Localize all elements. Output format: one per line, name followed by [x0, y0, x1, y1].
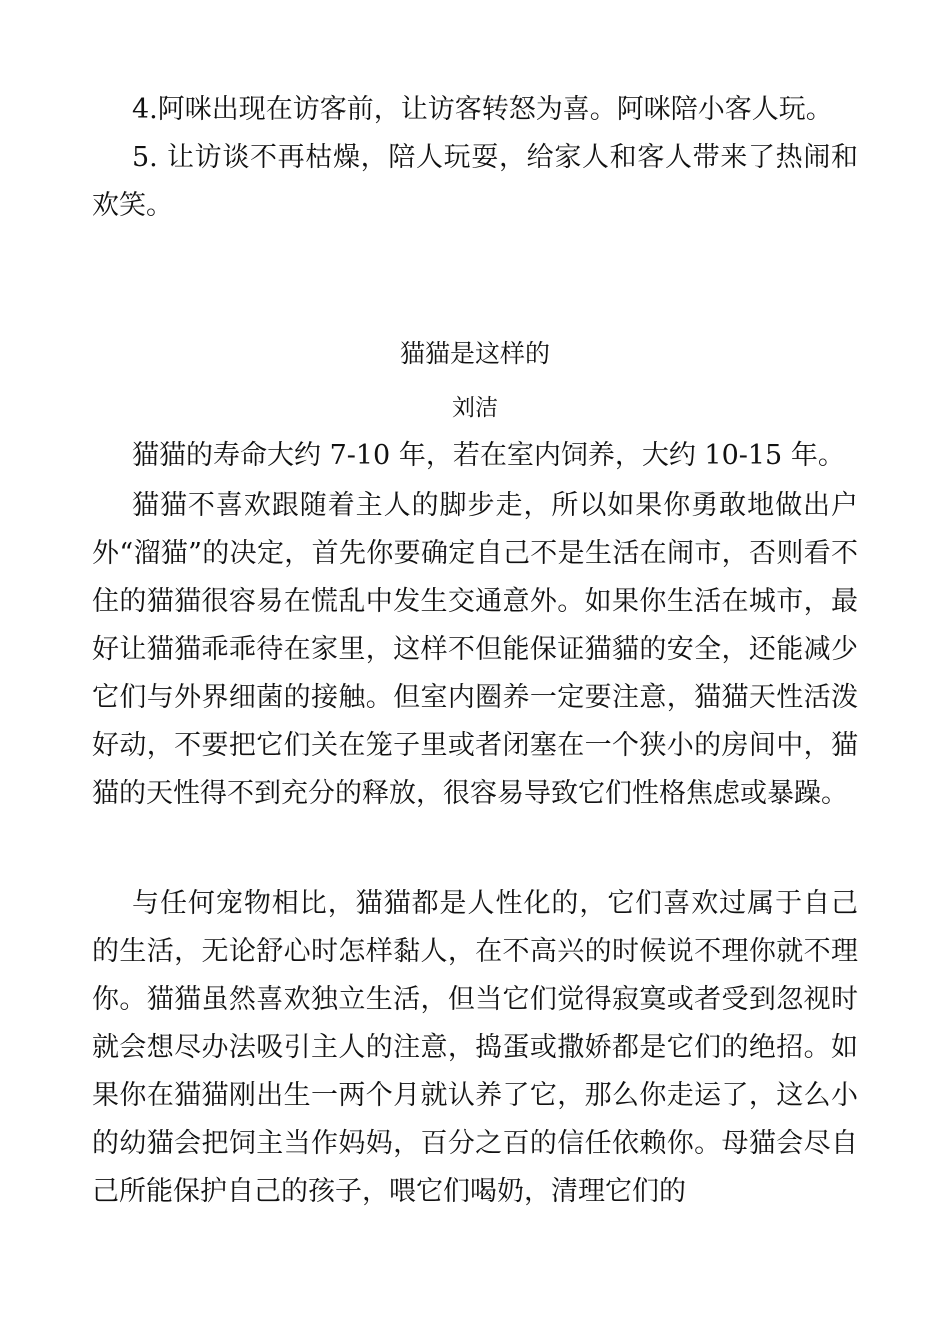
list-item-5: 5. 让访谈不再枯燥，陪人玩耍，给家人和客人带来了热闹和欢笑。 [92, 142, 858, 221]
article-author: 刘洁 [452, 395, 498, 421]
paragraph-personality: 与任何宠物相比，猫猫都是人性化的，它们喜欢过属于自己的生活，无论舒心时怎样黏人，在不高兴的时候说不理你就不理你。猫猫虽然喜欢独立生活，但当它们觉得寂寞或者受到忽视时就会想尽办法吸引主人的注意，捣蛋或撒娇都是它们的绝招。如果你在猫猫刚出生一两个月就认养了它，那么你走运了，这么小的幼猫会把饲主当作妈妈，百分之百的信任依赖你。母猫会尽自己所能保护自己的孩子，喂它们喝奶，清理它们的 [92, 888, 858, 1207]
paragraph-indoor-keeping: 猫猫不喜欢跟随着主人的脚步走，所以如果你勇敢地做出户外“溜猫”的决定，首先你要确定自己不是生活在闹市，否则看不住的猫猫很容易在慌乱中发生交通意外。如果你生活在城市，最好让猫猫乖乖待在家里，这样不但能保证猫貓的安全，还能减少它们与外界细菌的接触。但室内圈养一定要注意，猫猫天性活泼好动，不要把它们关在笼子里或者闭塞在一个狭小的房间中，猫猫的天性得不到充分的释放，很容易导致它们性格焦虑或暴躁。 [92, 490, 858, 809]
paragraph-lifespan: 猫猫的寿命大约 7-10 年，若在室内饲养，大约 10-15 年。 [132, 440, 845, 471]
list-item-4: 4.阿咪出现在访客前，让访客转怒为喜。阿咪陪小客人玩。 [132, 94, 833, 125]
article-title: 猫猫是这样的 [399, 339, 550, 368]
